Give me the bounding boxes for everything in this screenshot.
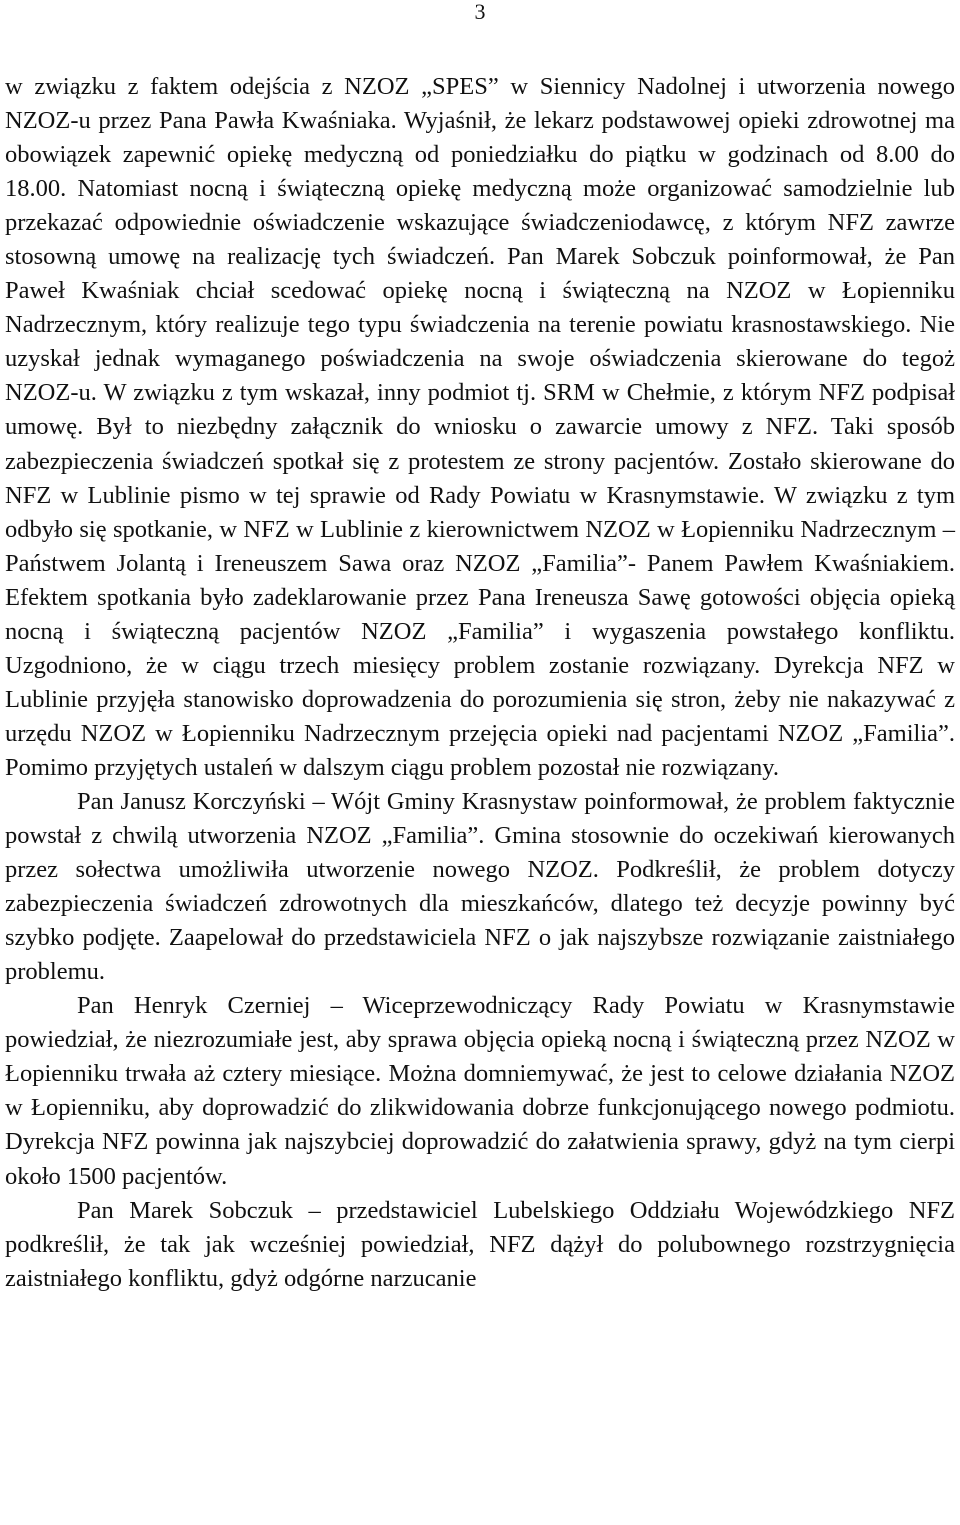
paragraph-sobczuk: Pan Marek Sobczuk – przedstawiciel Lubelskiego Oddziału Wojewódzkiego NFZ podkreślił, że tak jak wcześniej powiedział, NFZ dążył do polubownego rozstrzygnięcia zaistniałego konfliktu, gdyż odgórne narzucanie (5, 1196, 955, 1292)
document-body (5, 70, 955, 1296)
paragraph-korczynski: Pan Janusz Korczyński – Wójt Gminy Krasnystaw poinformował, że problem faktycznie powstał z chwilą utworzenia NZOZ „Familia”. Gmina stosownie do oczekiwań kierowanych przez sołectwa umożliwiła utworzenie nowego NZOZ. Podkreślił, że problem dotyczy zabezpieczenia świadczeń zdrowotnych dla mieszkańców, dlatego też decyzje powinny być szybko podjęte. Zaapelował do przedstawiciela NFZ o jak najszybsze rozwiązanie zaistniałego problemu. (5, 787, 955, 986)
page-number: 3 (474, 0, 486, 24)
paragraph-continuation: w związku z faktem odejścia z NZOZ „SPES” w Siennicy Nadolnej i utworzenia nowego NZOZ-u przez Pana Pawła Kwaśniaka. Wyjaśnił, że lekarz podstawowej opieki zdrowotnej ma obowiązek zapewnić opiekę medyczną od poniedziałku do piątku w godzinach od 8.00 do 18.00. Natomiast nocną i świąteczną opiekę medyczną może organizować samodzielnie lub przekazać odpowiednie oświadczenie wskazujące świadczeniodawcę, z którym NFZ zawrze stosowną umowę na realizację tych świadczeń. Pan Marek Sobczuk poinformował, że Pan Paweł Kwaśniak chciał scedować opiekę nocną i świąteczną na NZOZ w Łopienniku Nadrzecznym, który realizuje tego typu świadczenia na terenie powiatu krasnostawskiego. Nie uzyskał jednak wymaganego poświadczenia na swoje oświadczenia skierowane do tegoż NZOZ-u. W związku z tym wskazał, inny podmiot tj. SRM w Chełmie, z którym NFZ podpisał umowę. Był to niezbędny załącznik do wniosku o zawarcie umowy z NFZ. Taki sposób zabezpieczenia świadczeń spotkał się z protestem ze strony pacjentów. Zostało skierowane do NFZ w Lublinie pismo w tej sprawie od Rady Powiatu w Krasnymstawie. W związku z tym odbyło się spotkanie, w NFZ w Lublinie z kierownictwem NZOZ w Łopienniku Nadrzecznym – Państwem Jolantą i Ireneuszem Sawa oraz NZOZ „Familia”- Panem Pawłem Kwaśniakiem. Efektem spotkania było zadeklarowanie przez Pana Ireneusza Sawę gotowości objęcia opieką nocną i świąteczną pacjentów NZOZ „Familia” i wygaszenia powstałego konfliktu. Uzgodniono, że w ciągu trzech miesięcy problem zostanie rozwiązany. Dyrekcja NFZ w Lublinie przyjęła stanowisko doprowadzenia do porozumienia się stron, żeby nie nakazywać z urzędu NZOZ w Łopienniku Nadrzecznym przejęcia opieki nad pacjentami NZOZ „Familia”. Pomimo przyjętych ustaleń w dalszym ciągu problem pozostał nie rozwiązany. (5, 73, 955, 781)
paragraph-czerniej: Pan Henryk Czerniej – Wiceprzewodniczący Rady Powiatu w Krasnymstawie powiedział, że niezrozumiałe jest, aby sprawa objęcia opieką nocną i świąteczną przez NZOZ w Łopienniku trwała aż cztery miesiące. Można domniemywać, że jest to celowe działania NZOZ w Łopienniku, aby doprowadzić do zlikwidowania dobrze funkcjonującego nowego podmiotu. Dyrekcja NFZ powinna jak najszybciej doprowadzić do załatwienia sprawy, gdyż na tym cierpi około 1500 pacjentów. (5, 992, 955, 1190)
